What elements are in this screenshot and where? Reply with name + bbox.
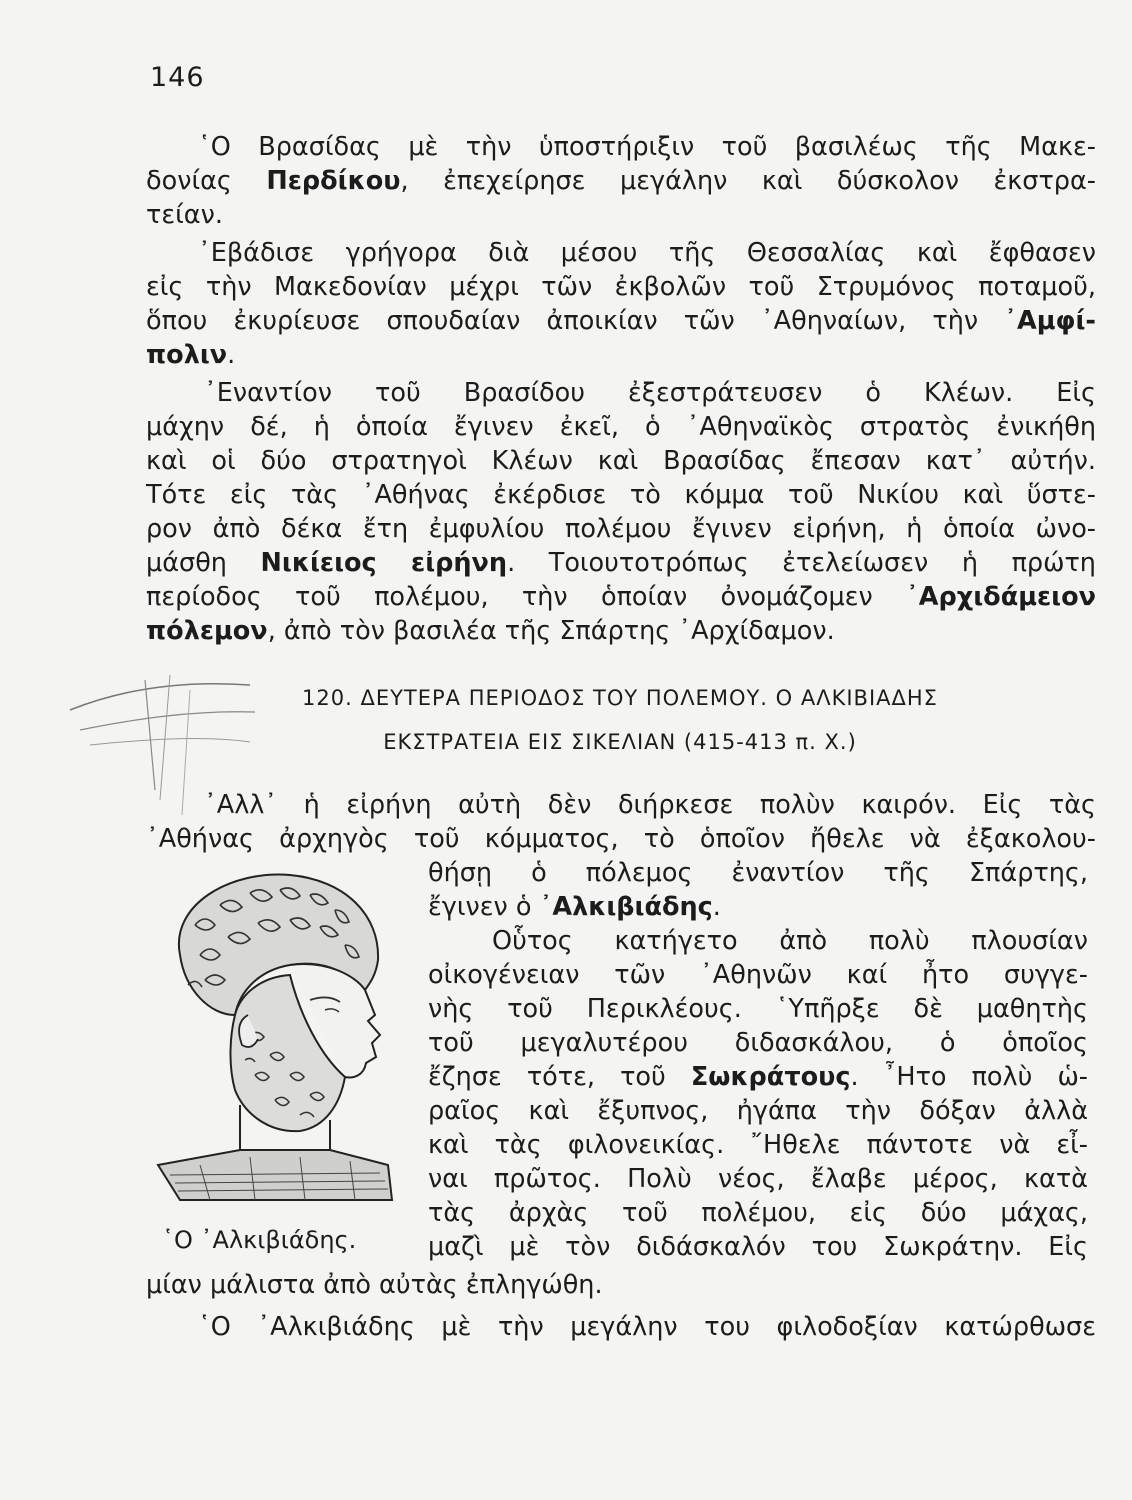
text-line: ἔζησε τότε, τοῦ Σωκράτους. ῏Ητο πολὺ ὡ- — [428, 1062, 1088, 1092]
paragraph-cleon — [146, 376, 1096, 648]
text-line: καὶ οἱ δύο στρατηγοὶ Κλέων καὶ Βρασίδας ἔπεσαν κατ᾿ αὐτήν. — [146, 446, 1096, 476]
text-line: οἰκογένειαν τῶν ᾿Αθηνῶν καί ἦτο συγγε- — [428, 960, 1088, 990]
figure-caption: ῾Ο ᾿Αλκιβιάδης. — [162, 1226, 357, 1254]
bold-term-alcibiades: ᾿Αλκιβιάδης — [539, 892, 713, 922]
text-line: μαζὶ μὲ τὸν διδάσκαλόν του Σωκράτην. Εἰς — [428, 1232, 1088, 1262]
alcibiades-bust-illustration — [140, 865, 405, 1210]
text-line: μάχην δέ, ἡ ὁποία ἔγινεν ἐκεῖ, ὁ ᾿Αθηναϊκὸς στρατὸς ἐνικήθη — [146, 412, 1096, 442]
text-line: τείαν. — [146, 200, 223, 230]
bold-term-war: πόλεμον — [146, 616, 268, 646]
text-line: δονίας Περδίκου, ἐπεχείρησε μεγάλην καὶ δύσκολον ἐκστρα- — [146, 166, 1096, 196]
text-line: μίαν μάλιστα ἀπὸ αὐτὰς ἐπληγώθη. — [146, 1270, 603, 1300]
text-line: ῾Ο ᾿Αλκιβιάδης μὲ τὴν μεγάλην του φιλοδοξίαν κατώρθωσε — [198, 1312, 1096, 1342]
paragraph-wounded — [146, 1268, 1096, 1302]
text-line: τοῦ μεγαλυτέρου διδασκάλου, ὁ ὁποῖος — [428, 1028, 1088, 1058]
bold-term-socrates: Σωκράτους — [690, 1062, 851, 1092]
text-line: καὶ τὰς φιλονεικίας. ῎Ηθελε πάντοτε νὰ εἶ- — [428, 1130, 1088, 1160]
bold-term-perdikkas: Περδίκου — [266, 166, 401, 196]
section-heading-line: 120. ΔΕΥΤΕΡΑ ΠΕΡΙΟΔΟΣ ΤΟΥ ΠΟΛΕΜΟΥ. Ο ΑΛΚΙΒΙΑΔΗΣ — [302, 686, 938, 710]
text-line: ᾿Εναντίον τοῦ Βρασίδου ἐξεστράτευσεν ὁ Κλέων. Εἰς — [204, 378, 1096, 408]
bold-term-amphipolis: ᾿Αμφί- — [1004, 306, 1096, 336]
section-heading — [150, 676, 1090, 764]
text-line: ᾿Αθήνας ἀρχηγὸς τοῦ κόμματος, τὸ ὁποῖον ἤθελε νὰ ἐξακολου- — [146, 824, 1096, 854]
text-line: Οὗτος κατήγετο ἀπὸ πολὺ πλουσίαν — [492, 926, 1088, 956]
text-line: ᾿Αλλ᾿ ἡ εἰρήνη αὐτὴ δὲν διήρκεσε πολὺν καιρόν. Εἰς τὰς — [204, 790, 1096, 820]
text-line: ῾Ο Βρασίδας μὲ τὴν ὑποστήριξιν τοῦ βασιλέως τῆς Μακε- — [198, 132, 1096, 162]
text-line: περίοδος τοῦ πολέμου, τὴν ὁποίαν ὀνομάζομεν ᾿Αρχιδάμειον — [146, 582, 1096, 612]
bold-term-archidamian: ᾿Αρχιδάμειον — [906, 582, 1096, 612]
paragraph-brasidas — [146, 130, 1096, 232]
text-line: ρον ἀπὸ δέκα ἔτη ἐμφυλίου πολέμου ἔγινεν εἰρήνη, ἡ ὁποία ὠνο- — [146, 514, 1096, 544]
text-line: πολιν. — [146, 340, 236, 370]
section-heading-line: ΕΚΣΤΡΑΤΕΙΑ ΕΙΣ ΣΙΚΕΛΙΑΝ (415-413 π. Χ.) — [383, 730, 857, 754]
text-line: μάσθη Νικίειος εἰρήνη. Τοιουτοτρόπως ἐτελείωσεν ἡ πρώτη — [146, 548, 1096, 578]
paragraph-peace — [146, 788, 1096, 856]
paragraph-ambition — [146, 1310, 1096, 1344]
text-line: τὰς ἀρχὰς τοῦ πολέμου, εἰς δύο μάχας, — [428, 1198, 1088, 1228]
paragraph-alcibiades-side — [428, 856, 1088, 1264]
page-number: 146 — [150, 62, 205, 93]
text-line: ᾿Εβάδισε γρήγορα διὰ μέσου τῆς Θεσσαλίας καὶ ἔφθασεν — [198, 238, 1096, 268]
text-line: εἰς τὴν Μακεδονίαν μέχρι τῶν ἐκβολῶν τοῦ Στρυμόνος ποταμοῦ, — [146, 272, 1096, 302]
text-line: ραῖος καὶ ἔξυπνος, ἠγάπα τὴν δόξαν ἀλλὰ — [428, 1096, 1088, 1126]
text-line: ναι πρῶτος. Πολὺ νέος, ἔλαβε μέρος, κατὰ — [428, 1164, 1088, 1194]
text-line: ὅπου ἐκυρίευσε σπουδαίαν ἀποικίαν τῶν ᾿Αθηναίων, τὴν ᾿Αμφί- — [146, 306, 1096, 336]
text-line: Τότε εἰς τὰς ᾿Αθήνας ἐκέρδισε τὸ κόμμα τοῦ Νικίου καὶ ὕστε- — [146, 480, 1096, 510]
text-line: ἔγινεν ὁ ᾿Αλκιβιάδης. — [428, 892, 721, 922]
text-line: θήσῃ ὁ πόλεμος ἐναντίον τῆς Σπάρτης, — [428, 858, 1088, 888]
text-line: νὴς τοῦ Περικλέους. ῾Υπῆρξε δὲ μαθητὴς — [428, 994, 1088, 1024]
text-line: πόλεμον, ἀπὸ τὸν βασιλέα τῆς Σπάρτης ᾿Αρχίδαμον. — [146, 616, 835, 646]
paragraph-march-macedonia — [146, 236, 1096, 372]
bold-term-peace-of-nicias: Νικίειος εἰρήνη — [260, 548, 508, 578]
